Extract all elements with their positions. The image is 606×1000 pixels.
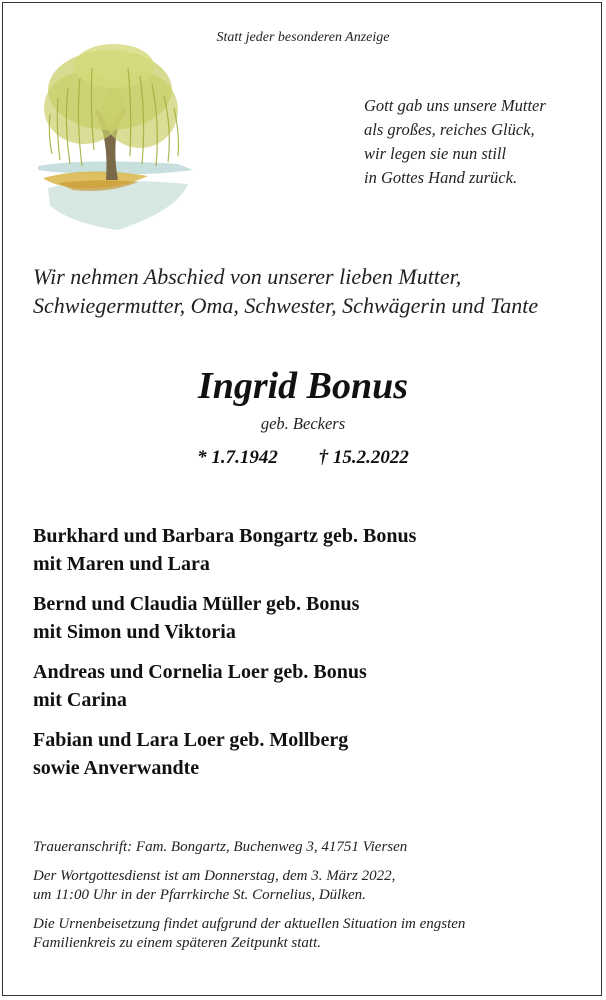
mourning-address (33, 838, 465, 857)
poem (364, 94, 546, 190)
family-line: Andreas und Cornelia Loer geb. Bonus (33, 661, 367, 683)
footer-line: um 11:00 Uhr in der Pfarrkirche St. Cornelius, Dülken. (33, 887, 366, 903)
family-group (33, 658, 416, 714)
death-date: † 15.2.2022 (318, 447, 409, 468)
intro-line: Wir nehmen Abschied von unserer lieben Mutter, (33, 264, 462, 289)
family-line: mit Carina (33, 689, 127, 711)
birth-date: * 1.7.1942 (197, 447, 278, 468)
maiden-name: geb. Beckers (260, 414, 346, 433)
footer-info (33, 838, 465, 963)
family-line: mit Simon und Viktoria (33, 621, 236, 643)
top-note: Statt jeder besonderen Anzeige (216, 30, 390, 45)
poem-line: wir legen sie nun still (364, 144, 507, 163)
family-group (33, 590, 416, 646)
service-info (33, 867, 465, 905)
footer-line: Familienkreis zu einem späteren Zeitpunkt statt. (33, 935, 322, 951)
willow-tree-illustration (28, 38, 208, 233)
family-line: mit Maren und Lara (33, 553, 210, 575)
footer-line: Traueranschrift: Fam. Bongartz, Buchenweg 3, 41751 Viersen (33, 839, 408, 855)
poem-line: in Gottes Hand zurück. (364, 168, 518, 187)
family-list (33, 522, 416, 794)
family-line: Fabian und Lara Loer geb. Mollberg (33, 729, 349, 751)
footer-line: Der Wortgottesdienst ist am Donnerstag, dem 3. März 2022, (33, 868, 396, 884)
farewell-intro (33, 262, 538, 320)
deceased-name: Ingrid Bonus (197, 365, 409, 407)
poem-line: Gott gab uns unsere Mutter (364, 96, 546, 115)
family-group (33, 726, 416, 782)
family-group (33, 522, 416, 578)
footer-line: Die Urnenbeisetzung findet aufgrund der aktuellen Situation im engsten (33, 916, 466, 932)
poem-line: als großes, reiches Glück, (364, 120, 535, 139)
burial-info (33, 915, 465, 953)
intro-line: Schwiegermutter, Oma, Schwester, Schwägerin und Tante (33, 293, 539, 318)
family-line: Burkhard und Barbara Bongartz geb. Bonus (33, 525, 417, 547)
family-line: sowie Anverwandte (33, 757, 200, 779)
family-line: Bernd und Claudia Müller geb. Bonus (33, 593, 360, 615)
life-dates (0, 447, 606, 469)
